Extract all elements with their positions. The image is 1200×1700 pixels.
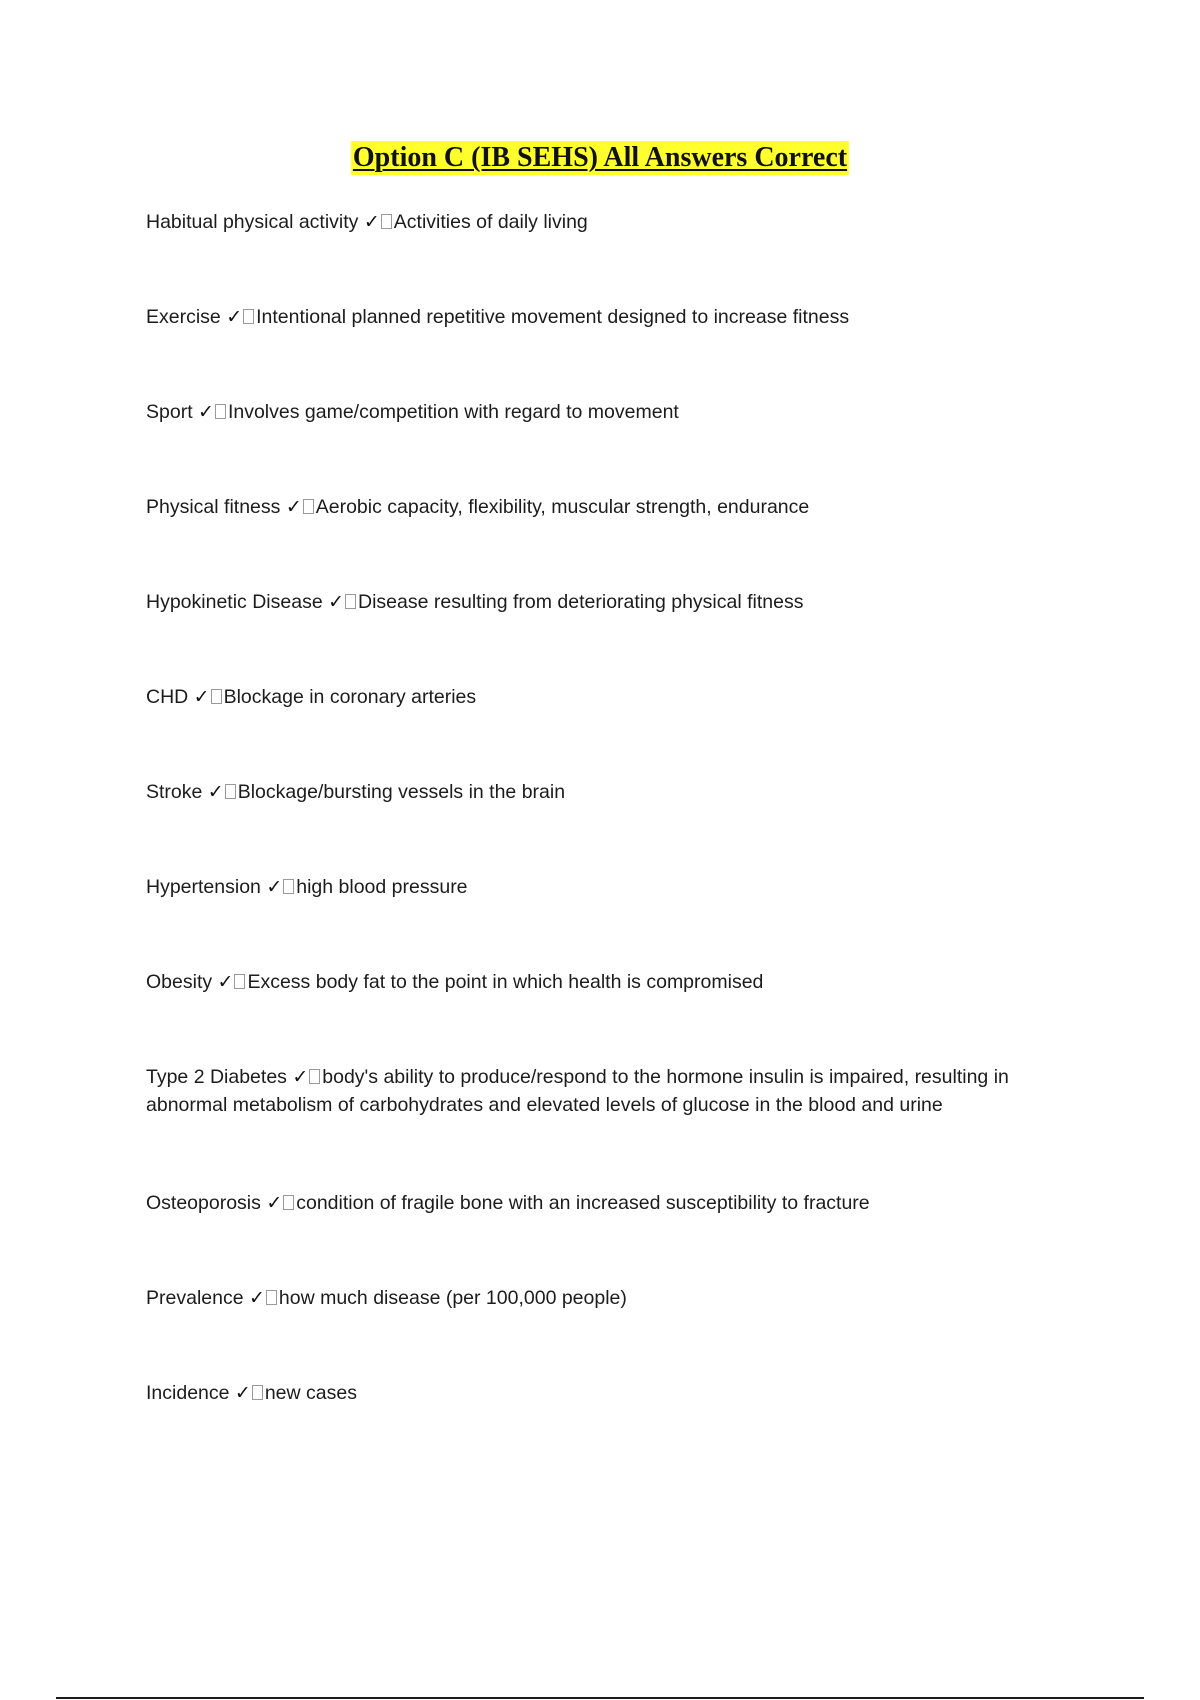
check-icon: ✓ (266, 1192, 283, 1214)
entry-answer: Intentional planned repetitive movement designed to increase fitness (256, 306, 850, 328)
missing-glyph-icon (381, 214, 392, 229)
list-item (146, 1284, 1076, 1312)
missing-glyph-icon (243, 309, 254, 324)
missing-glyph-icon (211, 689, 222, 704)
entry-answer: Activities of daily living (393, 211, 588, 233)
list-item (146, 303, 1076, 331)
missing-glyph-icon (309, 1069, 320, 1084)
list-item (146, 873, 1076, 901)
check-icon: ✓ (226, 306, 243, 328)
entry-term: Prevalence (146, 1287, 244, 1309)
entry-term: Hypokinetic Disease (146, 591, 323, 613)
list-item (146, 1189, 1076, 1217)
list-item (146, 1379, 1076, 1407)
list-item (146, 778, 1076, 806)
check-icon: ✓ (328, 591, 345, 613)
entry-term: Stroke (146, 781, 203, 803)
entry-term: CHD (146, 686, 189, 708)
footer-divider (56, 1697, 1144, 1699)
missing-glyph-icon (283, 879, 294, 894)
missing-glyph-icon (266, 1290, 277, 1305)
check-icon: ✓ (217, 971, 234, 993)
list-item (146, 588, 1076, 616)
entry-answer: body's ability to produce/respond to the hormone insulin is impaired, resulting in abnormal metabolism of carbohydrates and elevated levels of glucose in the blood and urine (146, 1066, 1009, 1116)
missing-glyph-icon (303, 499, 314, 514)
entry-term: Type 2 Diabetes (146, 1066, 287, 1088)
list-item (146, 683, 1076, 711)
list-item (146, 208, 1076, 236)
list-item (146, 493, 1076, 521)
entry-answer: Aerobic capacity, flexibility, muscular strength, endurance (315, 496, 810, 518)
check-icon: ✓ (363, 211, 380, 233)
document-title: Option C (IB SEHS) All Answers Correct (352, 142, 848, 173)
entry-term: Physical fitness (146, 496, 281, 518)
check-icon: ✓ (193, 686, 210, 708)
entry-term: Obesity (146, 971, 213, 993)
check-icon: ✓ (207, 781, 224, 803)
check-icon: ✓ (292, 1066, 309, 1088)
entry-term: Sport (146, 401, 193, 423)
list-item (146, 398, 1076, 426)
check-icon: ✓ (266, 876, 283, 898)
entry-term: Habitual physical activity (146, 211, 359, 233)
entry-answer: high blood pressure (296, 876, 468, 898)
check-icon: ✓ (285, 496, 302, 518)
check-icon: ✓ (234, 1382, 251, 1404)
entry-term: Hypertension (146, 876, 261, 898)
list-item (146, 1063, 1076, 1119)
entry-term: Exercise (146, 306, 221, 328)
missing-glyph-icon (345, 594, 356, 609)
missing-glyph-icon (234, 974, 245, 989)
entry-answer: Involves game/competition with regard to movement (227, 401, 679, 423)
missing-glyph-icon (252, 1385, 263, 1400)
entry-answer: Blockage in coronary arteries (223, 686, 477, 708)
missing-glyph-icon (215, 404, 226, 419)
entry-answer: Disease resulting from deteriorating physical fitness (358, 591, 804, 613)
title-container (0, 141, 1200, 175)
flashcard-list (146, 208, 1076, 1407)
entry-answer: Excess body fat to the point in which health is compromised (247, 971, 764, 993)
list-item (146, 968, 1076, 996)
check-icon: ✓ (198, 401, 214, 423)
check-icon: ✓ (248, 1287, 265, 1309)
entry-answer: condition of fragile bone with an increased susceptibility to fracture (296, 1192, 870, 1214)
entry-term: Osteoporosis (146, 1192, 261, 1214)
entry-answer: how much disease (per 100,000 people) (278, 1287, 627, 1309)
missing-glyph-icon (283, 1195, 294, 1210)
missing-glyph-icon (225, 784, 236, 799)
entry-answer: new cases (264, 1382, 357, 1404)
entry-term: Incidence (146, 1382, 230, 1404)
entry-answer: Blockage/bursting vessels in the brain (237, 781, 566, 803)
